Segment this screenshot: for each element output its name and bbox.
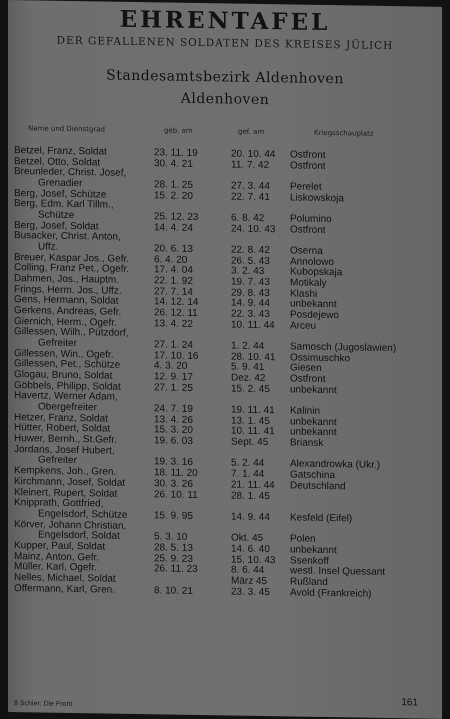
entry-theater: Rußland — [290, 576, 328, 588]
entry-name: Betzel, Otto, Soldat — [14, 155, 101, 169]
entry-theater: Ostfront — [290, 224, 326, 236]
entry-death-date: 5. 9. 41 — [231, 361, 265, 374]
entry-theater: unbekannt — [290, 426, 337, 439]
entry-theater: Liskowskoja — [290, 192, 344, 204]
entry-theater: westl. Insel Quessant — [290, 565, 386, 579]
entry-theater: Polumino — [290, 213, 332, 226]
entry-theater: Ossimuschko — [290, 352, 351, 365]
entry-theater: Samosch (Jugoslawien) — [290, 341, 397, 355]
entry-theater: Briansk — [290, 437, 324, 450]
entry-name: Gillessen, Win., Ogefr. — [14, 347, 114, 361]
entry-birth-date: 5. 3. 10 — [154, 531, 188, 544]
entry-birth-date: 25. 9. 23 — [154, 552, 193, 565]
entry-death-date: 14. 6. 40 — [231, 543, 270, 555]
entry-birth-date: 19. 3. 16 — [154, 456, 193, 469]
entry-name: Huwer, Bernh., St.Gefr. — [14, 433, 117, 446]
entry-death-date: 19. 11. 41 — [231, 404, 275, 417]
entry-name: Breunleder, Christ. Josef, — [14, 166, 127, 180]
entry-birth-date: 8. 10. 21 — [154, 584, 193, 597]
entry-birth-date: 6. 4. 20 — [154, 254, 188, 266]
entry-theater: Kalinin — [290, 405, 321, 418]
entry-death-date: 14. 9. 44 — [231, 511, 270, 523]
column-header-born: geb. am — [164, 126, 193, 135]
entry-theater: Giesen — [290, 362, 322, 375]
entry-death-date: 15. 10. 43 — [231, 554, 276, 566]
entry-theater: Deutschland — [290, 480, 346, 493]
entry-theater: Arceu — [290, 320, 317, 332]
entry-death-date: 22. 3. 43 — [231, 308, 270, 321]
entry-name: Uffz. — [38, 241, 59, 253]
entry-death-date: Sept. 45 — [231, 436, 269, 449]
entry-birth-date: 13. 4. 22 — [154, 318, 193, 330]
entry-name: Grenadier — [38, 177, 83, 190]
entry-name: Dahmen, Jos., Hauptm. — [14, 273, 120, 286]
entry-name: Hütter, Robert, Soldat — [14, 422, 111, 436]
entry-birth-date: 25. 12. 23 — [154, 211, 199, 224]
entry-name: Busacker, Christ. Anton, — [14, 230, 121, 244]
entry-theater: Ostfront — [290, 373, 326, 386]
entry-birth-date: 28. 5. 13 — [154, 542, 193, 554]
entry-death-date: 20. 10. 44 — [231, 148, 276, 161]
page-footer: 8 Schier: Die Front — [14, 700, 73, 709]
entry-birth-date: 26. 10. 11 — [154, 488, 198, 501]
column-header-place: Kriegsschauplatz — [314, 128, 374, 138]
entry-name: Jordans, Josef Hubert, — [14, 443, 115, 457]
entry-theater: Posdejewo — [290, 309, 339, 322]
entry-name: Glogau, Bruno, Soldat — [14, 369, 113, 382]
entry-death-date: 11. 7. 42 — [231, 159, 270, 171]
entry-birth-date: 27. 7. 14 — [154, 286, 193, 298]
entry-death-date: 26. 5. 43 — [231, 255, 270, 267]
entry-birth-date: 30. 4. 21 — [154, 157, 193, 170]
entry-name: Hetzer, Franz, Soldat — [14, 411, 108, 425]
entry-death-date: 29. 8. 43 — [231, 287, 270, 299]
entry-death-date: 14. 9. 44 — [231, 297, 270, 310]
entry-name: Müller, Karl, Ogefr. — [14, 561, 97, 574]
entry-name: Kupper, Paul, Soldat — [14, 539, 106, 553]
entry-name: Giernich, Herm., Ogefr. — [14, 315, 117, 329]
entry-birth-date: 17. 4. 04 — [154, 264, 193, 277]
entry-theater: unbekannt — [290, 544, 337, 557]
entry-birth-date: 26. 12. 11 — [154, 307, 198, 320]
entry-death-date: 10. 11. 41 — [231, 425, 275, 438]
document-page — [8, 0, 442, 719]
entry-death-date: März 45 — [231, 575, 268, 587]
entry-death-date: 13. 1. 45 — [231, 415, 270, 427]
column-header-name: Name und Dienstgrad — [28, 124, 105, 134]
entry-death-date: 15. 2. 45 — [231, 383, 270, 395]
column-header-died: gef. am — [238, 127, 265, 137]
entry-birth-date: 15. 3. 20 — [154, 424, 193, 437]
entry-theater: Kubopskaja — [290, 266, 343, 279]
entry-birth-date: 17. 10. 16 — [154, 350, 199, 362]
entry-birth-date: 14. 12. 14 — [154, 296, 199, 309]
entry-name: Schütze — [38, 209, 75, 222]
entry-theater: Avold (Frankreich) — [290, 586, 372, 600]
entry-death-date: 6. 8. 42 — [231, 212, 265, 225]
entry-death-date: 8. 6. 44 — [231, 564, 265, 577]
entry-name: Kleinert, Rupert, Soldat — [14, 486, 118, 500]
entry-death-date: 28. 10. 41 — [231, 351, 276, 363]
entry-birth-date: 12. 9. 17 — [154, 371, 193, 384]
entry-name: Breuer, Kaspar Jos., Gefr. — [14, 251, 130, 265]
entry-birth-date: 19. 6. 03 — [154, 435, 193, 448]
entry-theater: unbekannt — [290, 384, 337, 396]
entry-theater: Ostfront — [290, 149, 326, 161]
entry-name: Berg, Josef, Schütze — [14, 187, 107, 201]
entry-name: Obergefreiter — [38, 401, 97, 414]
entry-death-date: 21. 11. 44 — [231, 479, 275, 492]
entry-birth-date: 27. 1. 24 — [154, 339, 193, 351]
entry-birth-date: 14. 4. 24 — [154, 221, 193, 234]
honor-roll-list — [8, 146, 442, 601]
entry-theater: Alexandrowka (Ukr.) — [290, 458, 381, 472]
entry-theater: unbekannt — [290, 416, 337, 428]
entry-death-date: 22. 7. 41 — [231, 191, 270, 203]
entry-name: Kirchmann, Josef, Soldat — [14, 475, 126, 489]
entry-name: Mainz, Anton, Gefr. — [14, 550, 100, 563]
entry-name: Offermann, Karl, Gren. — [14, 582, 115, 596]
entry-birth-date: 20. 6. 13 — [154, 243, 193, 255]
entry-birth-date: 22. 1. 92 — [154, 275, 193, 287]
entry-birth-date: 26. 11. 23 — [154, 563, 198, 576]
entry-name: Engelsdorf, Schütze — [38, 508, 128, 521]
entry-theater: Polen — [290, 533, 316, 546]
entry-theater: Ssenkoff — [290, 554, 329, 567]
entry-birth-date: 27. 1. 25 — [154, 382, 193, 394]
entry-name: Engelsdorf, Soldat — [38, 529, 120, 542]
entry-theater: Ostfront — [290, 160, 326, 172]
entry-death-date: 24. 10. 43 — [231, 223, 276, 235]
page-number: 161 — [401, 697, 418, 709]
entry-name: Gefreiter — [38, 337, 77, 350]
entry-name: Havertz, Werner Adam, — [14, 390, 118, 404]
entry-birth-date: 13. 4. 26 — [154, 414, 193, 426]
entry-name: Berg, Edm. Karl Tillm., — [14, 198, 114, 212]
entry-death-date: 27. 3. 44 — [231, 180, 270, 193]
entry-death-date: 10. 11. 44 — [231, 319, 275, 331]
entry-name: Nelles, Michael, Soldat — [14, 571, 116, 585]
page-subtitle: DER GEFALLENEN SOLDATEN DES KREISES JÜLICH — [56, 34, 394, 53]
entry-death-date: 19. 7. 43 — [231, 276, 270, 289]
entry-theater: Gatschina — [290, 469, 336, 482]
entry-birth-date: 24. 7. 19 — [154, 403, 193, 416]
entry-name: Colling, Franz Pet., Ogefr. — [14, 262, 130, 276]
entry-theater: Motikaly — [290, 277, 327, 290]
entry-birth-date: 15. 9. 95 — [154, 510, 193, 522]
entry-birth-date: 23. 11. 19 — [154, 147, 198, 159]
entry-name: Gillessen, Pet., Schütze — [14, 358, 121, 372]
entry-theater: Annolowo — [290, 256, 334, 268]
entry-death-date: 23. 3. 45 — [231, 586, 270, 598]
entry-death-date: 5. 2. 44 — [231, 457, 265, 470]
entry-name: Berg, Josef, Soldat — [14, 219, 99, 233]
entry-name: Gerkens, Andreas, Gefr. — [14, 305, 122, 318]
district-heading: Standesamtsbezirk Aldenhoven — [106, 67, 344, 88]
entry-name: Betzel, Franz, Soldat — [14, 145, 107, 158]
entry-name: Gefreiter — [38, 454, 77, 467]
entry-death-date: Dez. 42 — [231, 372, 266, 385]
entry-death-date: 3. 2. 43 — [231, 265, 265, 278]
place-heading: Aldenhoven — [180, 90, 270, 109]
entry-birth-date: 15. 2. 20 — [154, 189, 193, 202]
entry-name: Frings, Herm. Jos., Uffz. — [14, 283, 122, 297]
page-title: EHRENTAFEL — [119, 5, 331, 37]
entry-birth-date: 28. 1. 25 — [154, 179, 193, 191]
entry-theater: Oserna — [290, 245, 323, 257]
entry-theater: Perelet — [290, 181, 322, 193]
entry-birth-date: 18. 11. 20 — [154, 467, 198, 480]
entry-name: Kempkens, Joh., Gren. — [14, 465, 117, 478]
entry-name: Göbbels, Philipp, Soldat — [14, 379, 121, 393]
entry-death-date: 1. 2. 44 — [231, 340, 265, 353]
entry-theater: Klashi — [290, 288, 318, 300]
entry-death-date: Okt. 45 — [231, 532, 264, 545]
entry-birth-date: 4. 3. 20 — [154, 360, 188, 373]
entry-birth-date: 30. 3. 26 — [154, 478, 193, 490]
entry-name: Körver, Johann Christian, — [14, 518, 127, 532]
entry-death-date: 28. 1. 45 — [231, 490, 270, 502]
entry-name: Gillessen, Wilh., Pützdorf, — [14, 326, 129, 340]
entry-name: Knipprath, Gottfried, — [14, 497, 104, 510]
entry-name: Gens, Hermann, Soldat — [14, 294, 119, 308]
entry-death-date: 22. 8. 42 — [231, 244, 270, 257]
entry-death-date: 7. 1. 44 — [231, 468, 265, 481]
entry-theater: unbekannt — [290, 298, 337, 311]
entry-theater: Kesfeld (Eifel) — [290, 512, 353, 525]
